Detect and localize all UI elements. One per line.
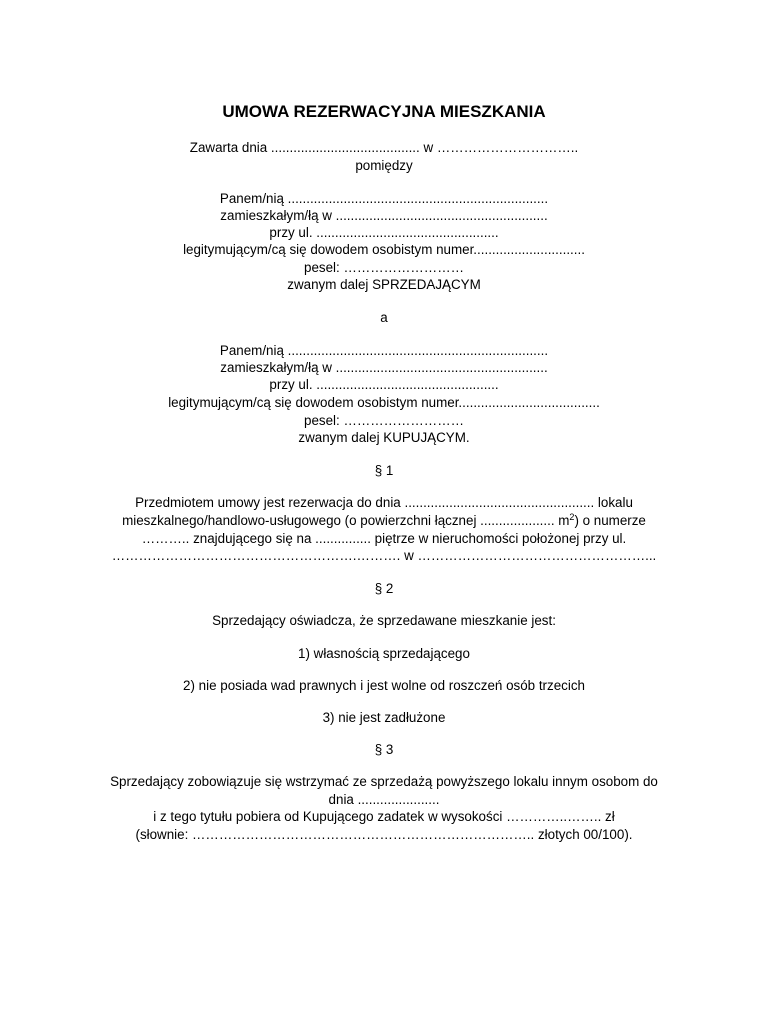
section2-intro: Sprzedający oświadcza, że sprzedawane mieszkanie jest: (212, 613, 556, 628)
buyer-pesel-line: pesel: ……………………… (304, 413, 464, 428)
buyer-name-line: Panem/nią ...................................................................... (219, 343, 549, 358)
document-title: UMOWA REZERWACYJNA MIESZKANIA (222, 102, 546, 121)
section3-heading: § 3 (374, 742, 394, 757)
section1-heading: § 1 (374, 463, 394, 478)
section2-item1: 1) własnością sprzedającego (298, 646, 470, 661)
seller-residence-line: zamieszkałym/łą w ......................................................... (220, 208, 548, 223)
section2-item3: 3) nie jest zadłużone (322, 710, 446, 725)
section1-line2-text: mieszkalnego/handlowo-usługowego (o powierzchni łącznej .................... m (122, 513, 570, 528)
intro-between-line: pomiędzy (355, 158, 413, 173)
section3-line2: dnia ...................... (328, 792, 440, 807)
section1-line4: ……………………………………………….………. w ……………………………………………... (111, 548, 657, 563)
seller-pesel-line: pesel: ……………………… (304, 260, 464, 275)
section1-line2 (60, 512, 708, 529)
section2-item2: 2) nie posiada wad prawnych i jest wolne od roszczeń osób trzecich (183, 678, 585, 693)
section1-line3: ……….. znajdującego się na ............... piętrze w nieruchomości położonej przy ul. (141, 531, 627, 546)
section3-line1: Sprzedający zobowiązuje się wstrzymać ze sprzedażą powyższego lokalu innym osobom do (110, 774, 658, 789)
buyer-id-line: legitymującym/cą się dowodem osobistym numer...................................... (168, 395, 600, 410)
buyer-role-line: zwanym dalej KUPUJĄCYM. (298, 430, 470, 445)
buyer-residence-line: zamieszkałym/łą w ......................................................... (220, 360, 548, 375)
seller-name-line: Panem/nią ...................................................................... (219, 191, 549, 206)
buyer-street-line: przy ul. ................................................. (269, 377, 499, 392)
section3-line3: i z tego tytułu pobiera od Kupującego zadatek w wysokości …………..…….. zł (153, 809, 615, 824)
section1-line2-tail: ) o numerze (574, 513, 646, 528)
seller-street-line: przy ul. ................................................. (269, 225, 499, 240)
section3-line4: (słownie: ………………………………………………………………….. złotych 00/100). (135, 827, 633, 842)
conjunction-line: a (380, 310, 388, 325)
intro-date-line: Zawarta dnia ........................................ w ………………………….. (189, 140, 579, 155)
section2-heading: § 2 (374, 581, 394, 596)
seller-role-line: zwanym dalej SPRZEDAJĄCYM (287, 277, 481, 292)
section1-line1: Przedmiotem umowy jest rezerwacja do dnia ................................................... lokalu (135, 495, 633, 510)
section1-superscript: 2 (569, 512, 575, 522)
seller-id-line: legitymującym/cą się dowodem osobistym numer.............................. (183, 242, 585, 257)
